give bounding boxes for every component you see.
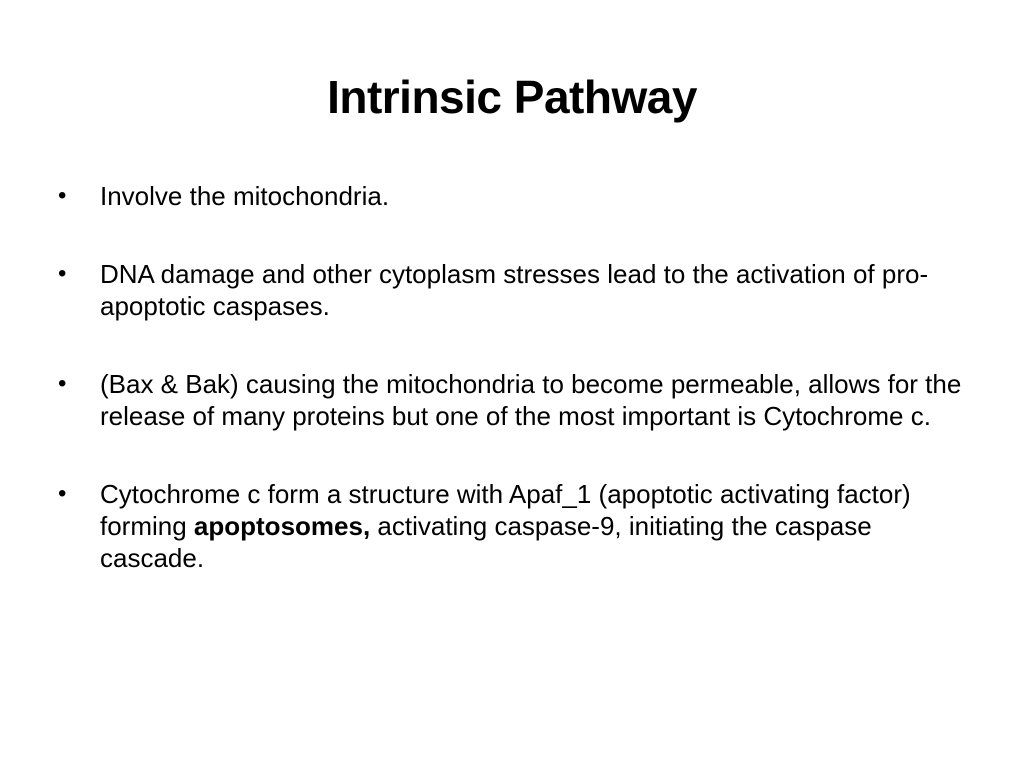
bullet-marker: • [58,370,67,397]
bullet-text-part: activating caspase-9, initiating the caspase cascade. [100,511,872,573]
bullet-item-dna-damage [58,258,978,322]
bullet-marker: • [58,480,67,507]
bullet-list [58,180,978,574]
bullet-item-bax-bak [58,368,978,432]
bullet-marker: • [58,182,67,209]
bold-term-apoptosomes: apoptosomes, [193,511,371,541]
bullet-text: DNA damage and other cytoplasm stresses lead to the activation of pro-apoptotic caspases. [100,259,929,321]
bullet-item-mitochondria [58,180,978,212]
bullet-text: Involve the mitochondria. [100,181,390,211]
bullet-marker: • [58,260,67,287]
slide-title: Intrinsic Pathway [327,71,697,123]
bullet-item-cytochrome-c [58,478,978,574]
bullet-text: (Bax & Bak) causing the mitochondria to become permeable, allows for the release of many proteins but one of the most important is Cytochrome c. [100,369,962,431]
bullet-text [100,478,978,574]
bullet-text-part: Cytochrome c form a structure with Apaf_1 (apoptotic activating factor) forming [100,479,911,541]
